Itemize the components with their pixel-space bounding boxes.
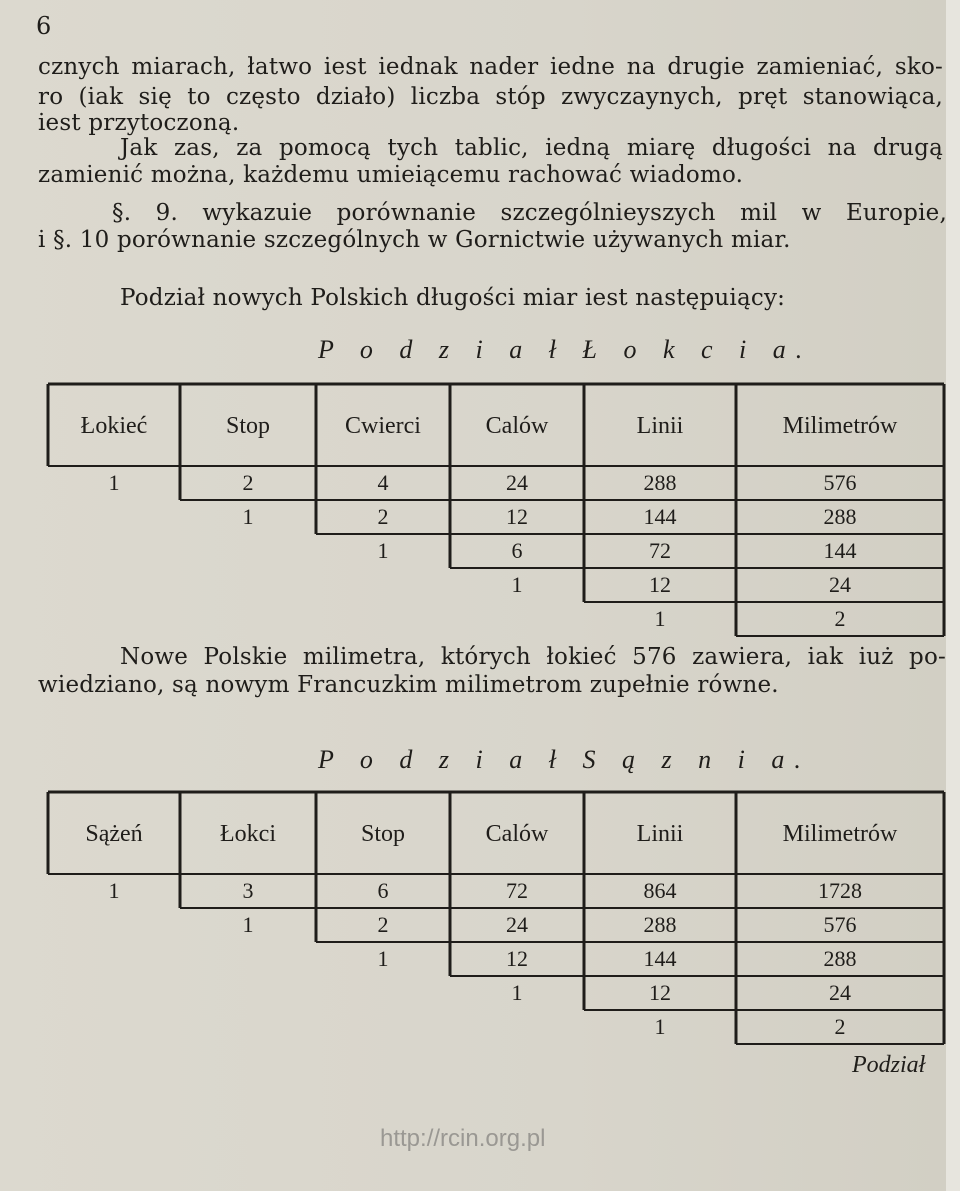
table-cell: 2 bbox=[377, 504, 389, 529]
table-cell: 12 bbox=[649, 572, 671, 597]
table-cell: 4 bbox=[377, 470, 389, 495]
table2-title: P o d z i a ł S ą z n i a. bbox=[318, 745, 811, 774]
table-header-cell: Cwierci bbox=[345, 413, 421, 439]
text-line: Podział nowych Polskich długości miar iest następuiący: bbox=[120, 285, 786, 311]
table1-title: P o d z i a ł Ł o k c i a. bbox=[318, 335, 813, 364]
table-cell: 288 bbox=[823, 504, 857, 529]
table-cell: 576 bbox=[823, 912, 857, 937]
table-cell: 864 bbox=[643, 878, 677, 903]
watermark: http://rcin.org.pl bbox=[380, 1125, 546, 1152]
text-line: zamienić można, każdemu umieiącemu rachować wiadomo. bbox=[38, 162, 744, 188]
page-number: 6 bbox=[36, 12, 52, 40]
table-cell: 1 bbox=[654, 606, 666, 631]
table-cell: 1728 bbox=[818, 878, 862, 903]
table-cell: 1 bbox=[242, 912, 254, 937]
table-cell: 144 bbox=[643, 504, 677, 529]
text-line: Nowe Polskie milimetra, których łokieć 576 zawiera, iak iuż po- bbox=[120, 644, 946, 670]
table-cell: 144 bbox=[643, 946, 677, 971]
table-cell: 2 bbox=[377, 912, 389, 937]
table-header-cell: Linii bbox=[636, 821, 684, 847]
table-cell: 2 bbox=[834, 606, 846, 631]
table-cell: 6 bbox=[377, 878, 389, 903]
table-cell: 1 bbox=[654, 1014, 666, 1039]
text-line: §. 9. wykazuie porównanie szczególnieyszych mil w Europie, bbox=[112, 200, 947, 226]
text-line: i §. 10 porównanie szczególnych w Gornictwie używanych miar. bbox=[38, 227, 791, 253]
table-cell: 1 bbox=[242, 504, 254, 529]
table-cell: 576 bbox=[823, 470, 857, 495]
table1-lokcia bbox=[0, 378, 950, 640]
table-cell: 1 bbox=[511, 980, 523, 1005]
table-header-cell: Łokci bbox=[220, 821, 276, 847]
table-header-cell: Stop bbox=[360, 821, 406, 847]
table-header-cell: Sążeń bbox=[85, 821, 143, 847]
table-cell: 288 bbox=[643, 912, 677, 937]
text-line: ro (iak się to często działo) liczba stóp zwyczaynych, pręt stanowiąca, bbox=[38, 84, 943, 110]
table-cell: 24 bbox=[829, 980, 851, 1005]
table-cell: 2 bbox=[834, 1014, 846, 1039]
table-cell: 1 bbox=[511, 572, 523, 597]
table-header-cell: Linii bbox=[636, 413, 684, 439]
table-header-cell: Łokieć bbox=[80, 413, 148, 439]
table-cell: 12 bbox=[506, 946, 528, 971]
table-header-cell: Calów bbox=[485, 413, 549, 439]
table-cell: 2 bbox=[242, 470, 254, 495]
table-header-cell: Calów bbox=[485, 821, 549, 847]
table-cell: 24 bbox=[506, 912, 528, 937]
table-cell: 1 bbox=[108, 470, 120, 495]
table-cell: 144 bbox=[823, 538, 857, 563]
table-cell: 1 bbox=[377, 538, 389, 563]
table-cell: 72 bbox=[506, 878, 528, 903]
table-header-cell: Stop bbox=[225, 413, 271, 439]
table-cell: 12 bbox=[649, 980, 671, 1005]
table-cell: 288 bbox=[643, 470, 677, 495]
table-cell: 12 bbox=[506, 504, 528, 529]
table-cell: 24 bbox=[829, 572, 851, 597]
text-line: cznych miarach, łatwo iest iednak nader iedne na drugie zamieniać, sko- bbox=[38, 54, 943, 80]
table-cell: 1 bbox=[377, 946, 389, 971]
catchword: Podział bbox=[852, 1052, 926, 1078]
table-cell: 288 bbox=[823, 946, 857, 971]
table-cell: 6 bbox=[511, 538, 523, 563]
text-line: Jak zas, za pomocą tych tablic, iedną miarę długości na drugą bbox=[120, 135, 943, 161]
table-header-cell: Milimetrów bbox=[782, 821, 898, 847]
table-cell: 72 bbox=[649, 538, 671, 563]
text-line: wiedziano, są nowym Francuzkim milimetrom zupełnie równe. bbox=[38, 672, 779, 698]
text-line: iest przytoczoną. bbox=[38, 110, 240, 136]
table-cell: 1 bbox=[108, 878, 120, 903]
table-header-cell: Milimetrów bbox=[782, 413, 898, 439]
table-cell: 3 bbox=[242, 878, 254, 903]
table2-saznia bbox=[0, 786, 950, 1048]
table-cell: 24 bbox=[506, 470, 528, 495]
